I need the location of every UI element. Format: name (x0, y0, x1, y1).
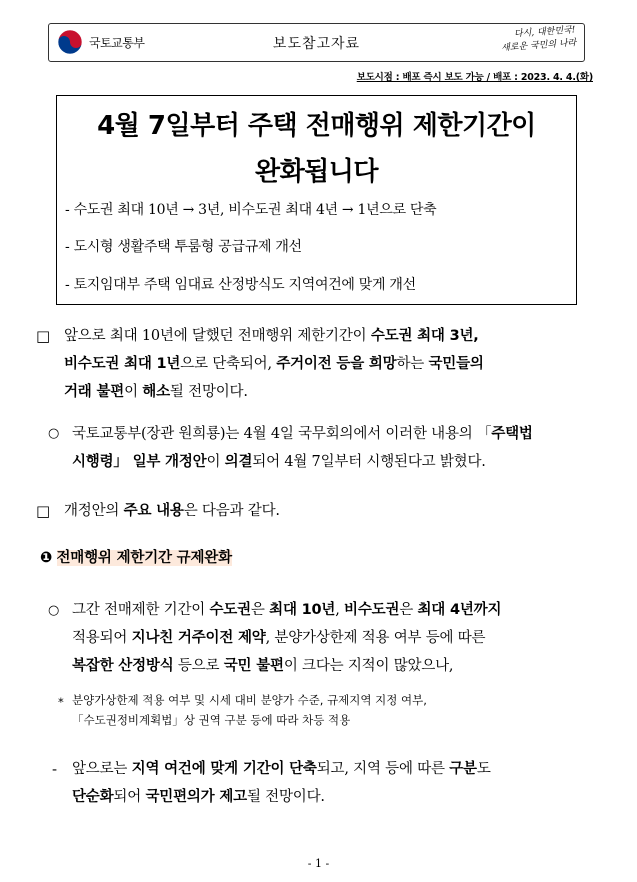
footnote-line-2: 「수도권정비계획법」상 권역 구분 등에 따라 차등 적용 (72, 713, 351, 727)
footnote (72, 690, 592, 730)
paragraph-3: 개정안의 주요 내용은 다음과 같다. (64, 503, 280, 519)
title-line-2: 완화됩니다 (254, 157, 379, 187)
paragraph-2: 국토교통부(장관 원희룡)는 4월 4일 국무회의에서 이러한 내용의 「주택법 시행령」 일부 개정안이 의결되어 4월 7일부터 시행된다고 밝혔다. (72, 426, 533, 470)
summary-bullet: - 도시형 생활주택 투룸형 공급규제 개선 (65, 239, 302, 255)
square-bullet: □ (36, 327, 51, 345)
circle-bullet: ○ (48, 603, 60, 618)
section-heading (40, 544, 232, 572)
title-box (56, 95, 577, 305)
section-title: 전매행위 제한기간 규제완화 (56, 550, 232, 566)
org-name: 국토교통부 (89, 36, 145, 50)
footnote-line-1: 분양가상한제 적용 여부 및 시세 대비 분양가 수준, 규제지역 지정 여부, (72, 693, 427, 707)
summary-bullet: - 토지임대부 주택 임대료 산정방식도 지역여건에 맞게 개선 (65, 277, 416, 293)
circle-bullet: ○ (48, 426, 60, 441)
release-info: 보도시점 : 배포 즉시 보도 가능 / 배포 : 2023. 4. 4.(화) (356, 72, 593, 83)
paragraph-5: 앞으로는 지역 여건에 맞게 기간이 단축되고, 지역 등에 따른 구분도 단순화되어 국민편의가 제고될 전망이다. (72, 761, 491, 805)
square-bullet: □ (36, 502, 51, 520)
page-title (57, 103, 576, 195)
paragraph-4: 그간 전매제한 기간이 수도권은 최대 10년, 비수도권은 최대 4년까지 적용되어 지나친 거주이전 제약, 분양가상한제 적용 여부 등에 따른 복잡한 산정방식 등으로 국민 불편이 크다는 지적이 많았으나, (72, 602, 502, 674)
page-number: - 1 - (307, 857, 330, 870)
slogan-line-1: 다시, 대한민국! (513, 25, 576, 40)
section-number: ❶ (40, 550, 53, 566)
doc-type-label: 보도참고자료 (272, 36, 361, 52)
slogan (495, 24, 577, 56)
header-box (48, 23, 585, 62)
title-line-1: 4월 7일부터 주택 전매행위 제한기간이 (97, 111, 536, 141)
paragraph-1: 앞으로 최대 10년에 달했던 전매행위 제한기간이 수도권 최대 3년, 비수도권 최대 1년으로 단축되어, 주거이전 등을 희망하는 국민들의 거래 불편이 해소될 전망이다. (64, 328, 484, 400)
summary-bullet: - 수도권 최대 10년 → 3년, 비수도권 최대 4년 → 1년으로 단축 (65, 202, 437, 218)
slogan-line-2: 새로운 국민의 나라 (500, 38, 577, 54)
note-star: * (58, 695, 64, 709)
dash-bullet: - (52, 760, 58, 778)
